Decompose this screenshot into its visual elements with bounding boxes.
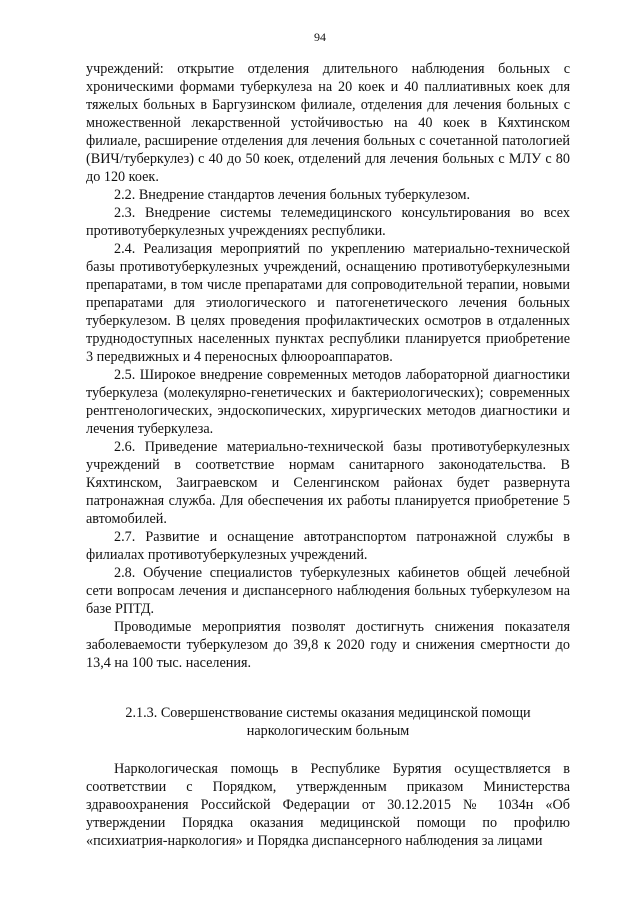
paragraph-2-4: 2.4. Реализация мероприятий по укреплению материально-технической базы противотуберкулезных учреждений, оснащению противотуберкулезными препаратами, в том числе препаратами для сопроводительной терапии, новыми препаратами для этиологического и патогенетического лечения больных туберкулезом. В целях проведения профилактических осмотров в отдаленных труднодоступных населенных пунктах республики планируется приобретение 3 передвижных и 4 переносных флюороаппаратов. — [86, 241, 570, 365]
paragraph-2-2: 2.2. Внедрение стандартов лечения больных туберкулезом. — [114, 187, 471, 203]
section-heading — [86, 704, 570, 740]
paragraph-2-7: 2.7. Развитие и оснащение автотранспортом патронажной службы в филиалах противотуберкулезных учреждений. — [86, 529, 570, 563]
section-body-text — [86, 760, 570, 850]
paragraph-2-6: 2.6. Приведение материально-технической базы противотуберкулезных учреждений в соответствие нормам санитарного законодательства. В Кяхтинском, Заиграевском и Селенгинском районах будет развернута патронажная служба. Для обеспечения их работы планируется приобретение 5 автомобилей. — [86, 439, 570, 527]
paragraph-continuation: учреждений: открытие отделения длительного наблюдения больных с хроническими формами туберкулеза на 20 коек и 40 паллиативных коек для тяжелых больных в Баргузинском филиале, отделения для лечения больных с множественной лекарственной устойчивостью на 40 коек в Кяхтинском филиале, расширение отделения для лечения больных с сочетанной патологией (ВИЧ/туберкулез) с 40 до 50 коек, отделений для лечения больных с МЛУ с 80 до 120 коек. — [86, 61, 570, 185]
page-number: 94 — [314, 30, 326, 44]
section-paragraph: Наркологическая помощь в Республике Бурятия осуществляется в соответствии с Порядком, утвержденным приказом Министерства здравоохранения Российской Федерации от 30.12.2015 № 1034н «Об утверждении Порядка оказания медицинской помощи по профилю «психиатрия-наркология» и Порядка диспансерного наблюдения за лицами — [86, 761, 570, 849]
section-heading-line-1: 2.1.3. Совершенствование системы оказания медицинской помощи — [125, 705, 531, 721]
section-heading-line-2: наркологическим больным — [246, 723, 410, 739]
paragraph-conclusion: Проводимые мероприятия позволят достигнуть снижения показателя заболеваемости туберкулезом до 39,8 к 2020 году и снижения смертности до 13,4 на 100 тыс. населения. — [86, 619, 570, 671]
paragraph-2-5: 2.5. Широкое внедрение современных методов лабораторной диагностики туберкулеза (молекулярно-генетических и бактериологических); современных рентгенологических, эндоскопических, хирургических методов диагностики и лечения туберкулеза. — [86, 367, 570, 437]
paragraph-2-3: 2.3. Внедрение системы телемедицинского консультирования во всех противотуберкулезных учреждениях республики. — [86, 205, 570, 239]
body-text — [86, 60, 570, 672]
paragraph-2-8: 2.8. Обучение специалистов туберкулезных кабинетов общей лечебной сети вопросам лечения и диспансерного наблюдения больных туберкулезом на базе РПТД. — [86, 565, 570, 617]
